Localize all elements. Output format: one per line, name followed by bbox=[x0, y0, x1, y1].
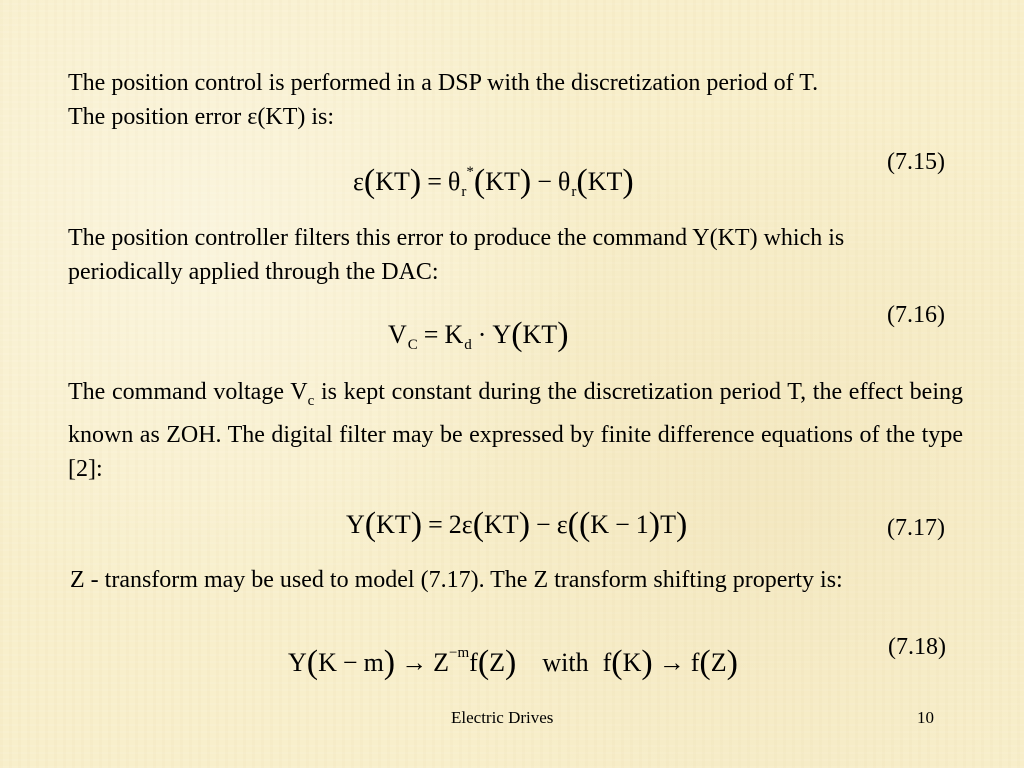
paragraph-intro bbox=[68, 66, 963, 134]
command-voltage-subscript: c bbox=[307, 392, 315, 409]
equation-7-17: Y(KT) = 2ε(KT) − ε((K − 1)T) bbox=[346, 506, 688, 543]
footer-title: Electric Drives bbox=[451, 708, 554, 727]
equation-7-18-with: with bbox=[542, 648, 589, 677]
command-voltage-text-b: is kept constant during the discretization period T, the effect being known as ZOH. The digital filter may be expressed by finite difference equations of the type [2]: bbox=[68, 379, 963, 482]
intro-line-1: The position control is performed in a DSP with the discretization period of T. bbox=[68, 70, 819, 96]
equation-7-16: $V_C = K_d \cdot Y(KT)$ bbox=[388, 316, 569, 353]
intro-line-2: The position error ε(KT) is: bbox=[68, 104, 335, 130]
equation-number-7-17: (7.17) bbox=[887, 515, 945, 541]
equation-number-7-16: (7.16) bbox=[887, 302, 945, 328]
page-number: 10 bbox=[917, 708, 934, 727]
command-voltage-text-a: The command voltage V bbox=[68, 379, 308, 405]
equation-7-15: $\varepsilon(KT) = \theta_r^*(KT) - \theta_r(KT)$ bbox=[353, 163, 634, 200]
equation-7-18: $Y(K - m) \to Z^{-m}f(Z)$ with f(K) → f(Z) bbox=[288, 644, 738, 681]
paragraph-controller: The position controller filters this error to produce the command Y(KT) which is periodically applied through the DAC: bbox=[68, 225, 845, 285]
paragraph-command-voltage bbox=[68, 375, 963, 486]
equation-number-7-15: (7.15) bbox=[887, 149, 945, 175]
equation-number-7-18: (7.18) bbox=[888, 634, 946, 660]
paragraph-z-transform: Z - transform may be used to model (7.17). The Z transform shifting property is: bbox=[70, 567, 843, 593]
